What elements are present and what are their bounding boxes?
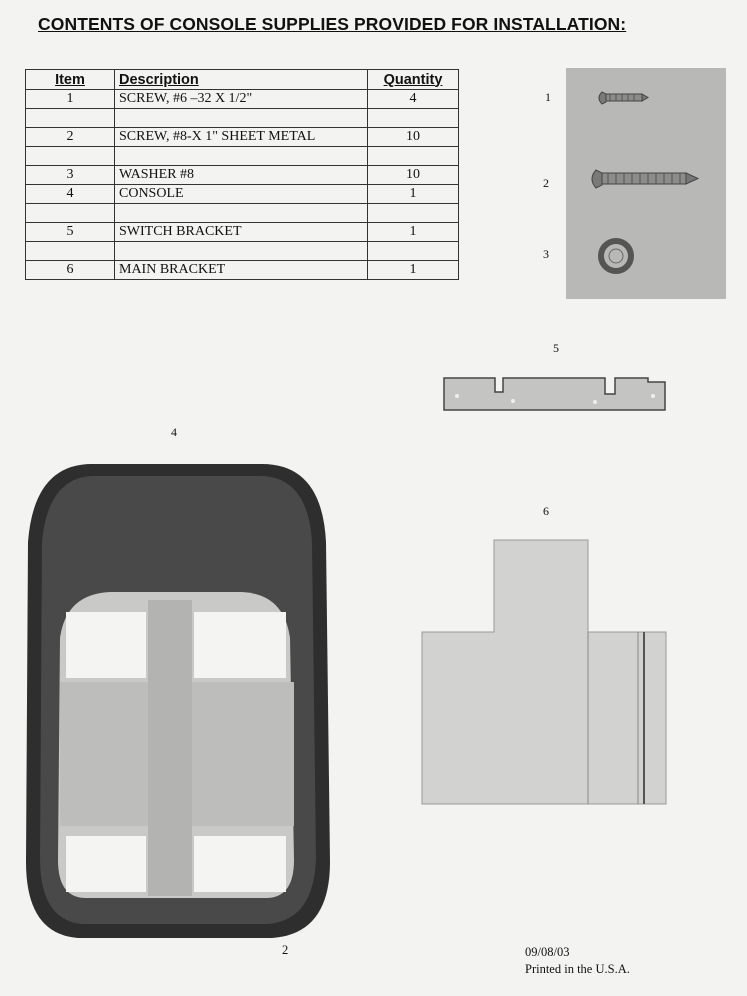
table-spacer-row	[26, 109, 459, 128]
table-row	[26, 90, 459, 109]
hardware-illustration	[566, 68, 726, 299]
page-number: 2	[282, 943, 289, 957]
cell-description: SCREW, #8-X 1" SHEET METAL	[115, 128, 368, 147]
console-illustration	[22, 462, 332, 942]
cell-quantity: 1	[368, 185, 459, 204]
cell-quantity: 1	[368, 261, 459, 280]
table-row	[26, 128, 459, 147]
washer-icon	[601, 241, 631, 271]
label-washer: 3	[543, 247, 549, 261]
cell-description: MAIN BRACKET	[115, 261, 368, 280]
cell-item: 3	[26, 166, 115, 185]
long-screw-icon	[592, 170, 698, 188]
table-spacer-row	[26, 147, 459, 166]
footer-printed: Printed in the U.S.A.	[525, 962, 630, 976]
label-screw-2: 2	[543, 176, 549, 190]
main-bracket-illustration	[420, 538, 670, 808]
table-row	[26, 185, 459, 204]
table-row	[26, 223, 459, 242]
label-main-bracket: 6	[543, 504, 549, 518]
cell-item: 1	[26, 90, 115, 109]
cell-description: SWITCH BRACKET	[115, 223, 368, 242]
switch-bracket-illustration	[443, 376, 667, 412]
cell-description: CONSOLE	[115, 185, 368, 204]
header-item: Item	[26, 70, 115, 90]
cell-quantity: 4	[368, 90, 459, 109]
cell-quantity: 10	[368, 166, 459, 185]
cell-item: 6	[26, 261, 115, 280]
parts-table	[25, 69, 459, 280]
label-console: 4	[171, 425, 177, 439]
table-row	[26, 166, 459, 185]
label-switch-bracket: 5	[553, 341, 559, 355]
cell-item: 5	[26, 223, 115, 242]
page-title: CONTENTS OF CONSOLE SUPPLIES PROVIDED FOR INSTALLATION:	[38, 14, 627, 34]
cell-description: SCREW, #6 –32 X 1/2"	[115, 90, 368, 109]
cell-quantity: 10	[368, 128, 459, 147]
header-description: Description	[115, 70, 368, 90]
cell-item: 4	[26, 185, 115, 204]
table-spacer-row	[26, 204, 459, 223]
header-quantity: Quantity	[368, 70, 459, 90]
table-header-row	[26, 70, 459, 90]
hardware-photo	[566, 68, 726, 299]
cell-description: WASHER #8	[115, 166, 368, 185]
table-spacer-row	[26, 242, 459, 261]
short-screw-icon	[599, 92, 648, 104]
cell-item: 2	[26, 128, 115, 147]
cell-quantity: 1	[368, 223, 459, 242]
table-row	[26, 261, 459, 280]
footer-date: 09/08/03	[525, 945, 570, 959]
label-screw-1: 1	[545, 90, 551, 104]
